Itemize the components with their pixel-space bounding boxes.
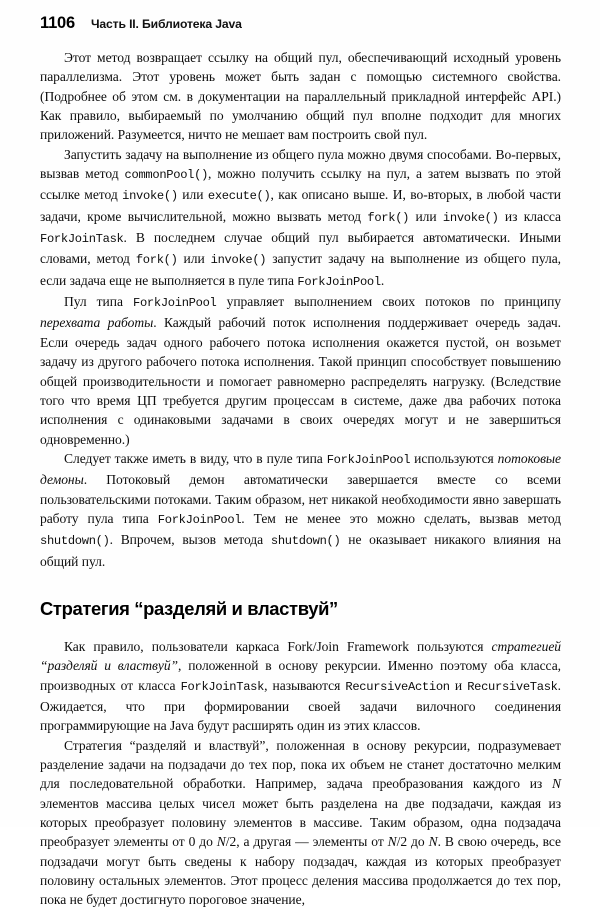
code-commonpool: commonPool() xyxy=(124,168,209,183)
running-head xyxy=(40,14,560,33)
heading-spacer-bottom xyxy=(40,620,561,637)
code-shutdown-2: shutdown() xyxy=(270,534,341,549)
p2-s8: или xyxy=(177,251,211,267)
paragraph-array-splitting xyxy=(40,736,561,910)
code-shutdown-1: shutdown() xyxy=(40,534,110,549)
code-forkjoinpool-4: ForkJoinPool xyxy=(157,512,242,527)
p3-s1: Пул типа xyxy=(64,294,133,310)
code-forkjoinpool-1: ForkJoinPool xyxy=(297,274,381,289)
p6-s2: элементов массива целых чисел может быть разделена на две подзадачи, каждая из которых преобразует половину элементов в массиве. Таким образом, одна подзадача преобразует элементы от 0 до xyxy=(40,795,561,850)
p4-s6: не оказывает никакого влияния на общий пул. xyxy=(40,532,561,569)
paragraph-recursive-classes xyxy=(40,637,561,736)
paragraph-launch-task xyxy=(40,145,561,292)
paragraph-work-stealing xyxy=(40,292,561,449)
code-forkjoinpool-2: ForkJoinPool xyxy=(133,296,217,311)
italic-divide-and-conquer-strategy: стратегией “разделяй и властвуй” xyxy=(40,638,561,674)
p6-s1: Стратегия “разделяй и властвуй”, положенная в основу рекурсии, подразумевает разделение задачи на подзадачи до тех пор, пока их объем не станет достаточно мелким для последовательной обработки. Например, задача преобразования каждого из xyxy=(40,737,561,792)
code-forkjointask-1: ForkJoinTask xyxy=(40,232,124,247)
p6-s3: /2, а другая — элементы от xyxy=(225,834,388,850)
p3-s2: управляет выполнением своих потоков по принципу xyxy=(216,294,561,310)
p2-s1: Запустить задачу на выполнение из общего пула можно двумя способами. Во-первых, вызвав метод xyxy=(40,146,561,182)
p3-s3: . Каждый рабочий поток исполнения поддерживает очередь задач. Если очередь задач одного рабочего потока исполнения окажется пустой, он возьмет задачу из другого рабочего потока исполнения. Такой принцип способствует повышению общей производительности и помогает равномерно распределять нагрузку. (Вследствие того что время ЦП требуется другим процессам в системе, даже два рабочих потока исполнения с одинаковыми задачами в своих очередях могут и не завершиться одновременно.) xyxy=(40,315,562,447)
p5-s3: , называются xyxy=(264,677,346,693)
p6-s4: /2 до xyxy=(396,834,429,850)
code-fork-1: fork() xyxy=(367,210,410,225)
p5-s5: . Ожидается, что при формировании своей задачи вилочного соединения программирующие на Java будут расширять один из этих классов. xyxy=(40,677,561,734)
math-var-n-3: N xyxy=(387,834,397,850)
heading-spacer-top xyxy=(40,571,561,598)
math-var-n-4: N xyxy=(428,834,438,850)
p2-s6: из класса xyxy=(498,208,562,224)
p5-s2: , положенной в основу рекурсии. Именно поэтому оба класса, производных от класса xyxy=(40,658,561,693)
code-fork-2: fork() xyxy=(135,253,178,268)
p2-s5: или xyxy=(409,208,443,224)
section-heading-divide-and-conquer: Стратегия “разделяй и властвуй” xyxy=(40,597,338,619)
code-invoke-1: invoke() xyxy=(122,189,178,204)
code-recursivetask: RecursiveTask xyxy=(467,679,558,694)
p5-s1: Как правило, пользователи каркаса Fork/Join Framework пользуются xyxy=(64,638,492,654)
p2-s4: , как описано выше. И, во-вторых, в любой части задачи, кроме вычислительной, можно вызвать метод xyxy=(40,187,562,224)
italic-work-stealing: перехвата работы xyxy=(40,315,154,331)
code-forkjointask-2: ForkJoinTask xyxy=(180,679,265,694)
running-title: Часть II. Библиотека Java xyxy=(91,17,242,31)
p2-s10: . xyxy=(380,272,385,288)
code-invoke-2: invoke() xyxy=(442,210,499,225)
italic-daemon-threads: потоковые демоны xyxy=(40,450,561,488)
p2-s2: , можно получить ссылку на пул, а затем вызвать по этой ссылке метод xyxy=(40,166,561,203)
p4-s5: . Впрочем, вызов метода xyxy=(109,532,271,548)
code-recursiveaction: RecursiveAction xyxy=(345,679,450,694)
code-execute: execute() xyxy=(207,189,271,204)
p2-s7: . В последнем случае общий пул выбирается автоматически. Иными словами, метод xyxy=(40,230,561,267)
code-forkjoinpool-3: ForkJoinPool xyxy=(326,452,411,467)
paragraph-common-pool xyxy=(40,48,561,145)
text-column xyxy=(40,48,561,910)
p2-s9: запустит задачу на выполнение из общего пула, если задача еще не выполняется в пуле типа xyxy=(40,251,562,288)
p2-s3: или xyxy=(177,187,208,203)
p4-s4: . Тем не менее это можно сделать, вызвав метод xyxy=(241,510,561,526)
math-var-n-1: N xyxy=(552,776,561,792)
math-var-n-2: N xyxy=(216,834,226,850)
code-invoke-3: invoke() xyxy=(210,253,267,268)
paragraph-daemon-threads xyxy=(40,449,561,571)
p4-s1: Следует также иметь в виду, что в пуле типа xyxy=(64,450,327,466)
p6-s5: . В свою очередь, все подзадачи могут быть сведены к набору подзадач, каждая из которых преобразует половину остальных элементов. Этот процесс деления массива продолжается до тех пор, пока не будет достигнуто пороговое значение, xyxy=(40,834,561,908)
page-number: 1106 xyxy=(40,14,75,32)
p1-text: Этот метод возвращает ссылку на общий пул, обеспечивающий исходный уровень параллелизма. Этот уровень может быть задан с помощью системного свойства. (Подробнее об этом см. в документации на параллельный прикладной интерфейс API.) Как правило, выбираемый по умолчанию общий пул вполне подходит для многих приложений. Разумеется, ничто не мешает вам построить свой пул. xyxy=(40,50,561,143)
p5-s4: и xyxy=(449,677,468,693)
p4-s3: . Потоковый демон автоматически завершается вместе со всеми пользовательскими потоками. Таким образом, нет никакой необходимости явно завершать работу пула типа xyxy=(40,472,561,526)
p4-s2: используются xyxy=(410,450,498,466)
